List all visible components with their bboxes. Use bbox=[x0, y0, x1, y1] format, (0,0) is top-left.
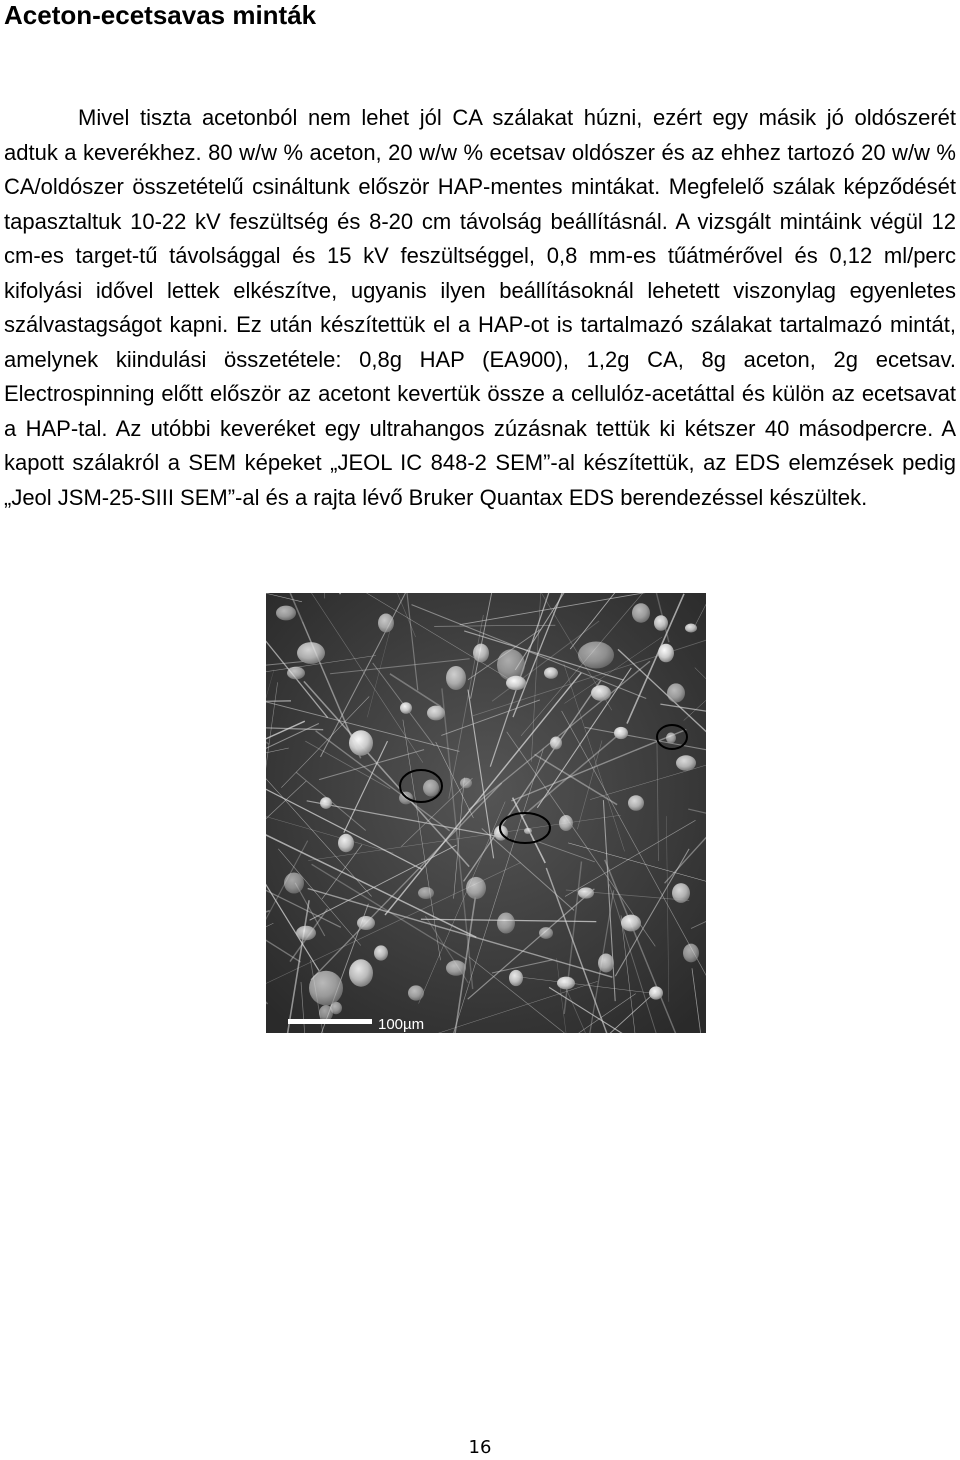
hap-bead bbox=[423, 780, 439, 797]
hap-bead bbox=[539, 927, 553, 939]
hap-bead bbox=[320, 797, 332, 809]
hap-bead bbox=[338, 834, 354, 852]
hap-bead bbox=[591, 685, 611, 701]
hap-bead bbox=[446, 666, 466, 690]
hap-bead bbox=[685, 624, 697, 633]
hap-bead bbox=[378, 614, 394, 633]
hap-bead bbox=[418, 887, 434, 899]
hap-bead bbox=[460, 778, 472, 789]
hap-bead bbox=[349, 730, 373, 755]
hap-bead bbox=[667, 683, 685, 702]
hap-bead bbox=[598, 954, 614, 973]
hap-bead bbox=[614, 727, 628, 739]
hap-bead bbox=[473, 644, 489, 663]
hap-bead bbox=[296, 926, 316, 941]
hap-bead bbox=[497, 649, 525, 680]
body-paragraph: Mivel tiszta acetonból nem lehet jól CA szálakat húzni, ezért egy másik jó oldószerét adtuk a keverékhez. 80 w/w % aceton, 20 w/w % ecetsav oldószer és az ehhez tartozó 20 w/w % CA/oldószer összetételű csináltunk először HAP-mentes mintákat. Megfelelő szálak képződését tapasztaltuk 10-22 kV feszültség és 8-20 cm távolság beállításnál. A vizsgált mintáink végül 12 cm-es target-tű távolsággal és 15 kV feszültséggel, 0,8 mm-es tűátmérővel és 0,12 ml/perc kifolyási idővel lettek elkészítve, ugyanis ilyen beállításoknál lehetett viszonylag egyenletes szálvastagságot kapni. Ez után készítettük el a HAP-ot is tartalmazó szálakat tartalmazó mintát, amelynek kiindulási összetétele: 0,8g HAP (EA900), 1,2g CA, 8g aceton, 2g ecetsav. Electrospinning előtt először az acetont kevertük össze a cellulóz-acetáttal és külön az ecetsavat a HAP-tal. Az utóbbi keveréket egy ultrahangos zúzásnak tettük ki kétszer 40 másodpercre. A kapott szálakról a SEM képeket „JEOL IC 848-2 SEM”-al készítettük, az EDS elemzések pedig „Jeol JSM-25-SIII SEM”-al és a rajta lévő Bruker Quantax EDS berendezéssel készültek. bbox=[4, 105, 956, 510]
hap-bead bbox=[276, 606, 296, 621]
hap-bead bbox=[287, 667, 305, 680]
sem-micrograph bbox=[266, 593, 706, 1033]
page-number: 16 bbox=[468, 1437, 492, 1458]
hap-bead bbox=[349, 959, 373, 986]
hap-bead bbox=[446, 960, 466, 975]
hap-bead bbox=[578, 642, 614, 669]
hap-bead bbox=[578, 887, 594, 898]
hap-bead bbox=[309, 971, 343, 1006]
hap-bead bbox=[683, 944, 699, 963]
hap-bead bbox=[632, 603, 650, 622]
hap-bead bbox=[374, 945, 388, 960]
hap-bead bbox=[557, 977, 575, 990]
hap-bead bbox=[628, 795, 644, 810]
hap-bead bbox=[400, 702, 412, 714]
hap-bead bbox=[408, 985, 424, 1000]
hap-bead bbox=[649, 986, 663, 999]
hap-bead bbox=[559, 815, 573, 831]
hap-bead bbox=[427, 706, 445, 721]
hap-bead bbox=[466, 877, 486, 899]
hap-bead bbox=[524, 828, 532, 834]
section-heading: Aceton-ecetsavas minták bbox=[4, 0, 317, 30]
hap-bead bbox=[676, 755, 696, 770]
scale-bar-line bbox=[288, 1019, 372, 1024]
hap-bead bbox=[509, 970, 523, 986]
hap-bead bbox=[654, 615, 668, 630]
hap-bead bbox=[297, 642, 325, 664]
hap-bead bbox=[621, 915, 641, 932]
hap-bead bbox=[284, 873, 304, 894]
hap-bead bbox=[506, 676, 526, 690]
hap-bead bbox=[550, 737, 562, 750]
hap-bead bbox=[497, 913, 515, 934]
scale-bar-label: 100µm bbox=[378, 1016, 425, 1033]
hap-bead bbox=[544, 667, 558, 679]
hap-bead bbox=[658, 644, 674, 663]
hap-bead bbox=[666, 733, 676, 744]
hap-bead bbox=[672, 883, 690, 903]
sem-image bbox=[266, 593, 706, 1033]
hap-bead bbox=[357, 916, 375, 930]
